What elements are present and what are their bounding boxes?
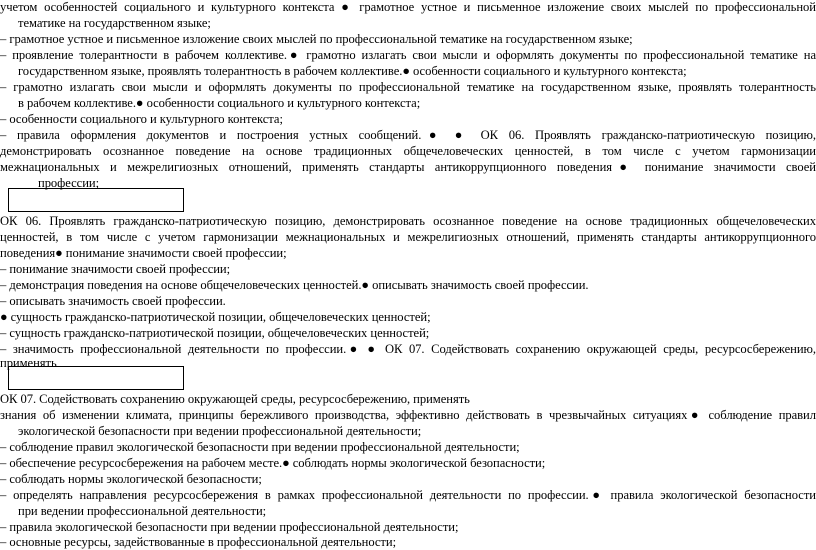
text-line: – грамотное устное и письменное изложение своих мыслей по профессиональной тематике на государственном языке; xyxy=(0,32,633,46)
empty-table-cell xyxy=(8,188,184,212)
text-line: – значимость профессиональной деятельности по профессии.● ● ОК 07. Содействовать сохранению окружающей среды, ресурсосбережению, xyxy=(0,342,816,356)
text-line: – правила оформления документов и построения устных сообщений.● ● ОК 06. Проявлять гражданско-патриотическую позицию, xyxy=(0,128,816,142)
text-line: знания об изменении климата, принципы бережливого производства, эффективно действовать в чрезвычайных ситуациях● соблюдение правил xyxy=(0,408,816,422)
text-line: – описывать значимость своей профессии. xyxy=(0,294,226,308)
text-line: – особенности социального и культурного контекста; xyxy=(0,112,283,126)
text-line: межнациональных и межрелигиозных отношений, применять стандарты антикоррупционного поведения● понимание значимости своей xyxy=(0,160,816,174)
text-line: демонстрировать осознанное поведение на основе традиционных общечеловеческих ценностей, в том числе с учетом гармонизации xyxy=(0,144,816,158)
text-line: в рабочем коллективе.● особенности социального и культурного контекста; xyxy=(18,96,421,110)
text-line: – обеспечение ресурсосбережения на рабочем месте.● соблюдать нормы экологической безопасности; xyxy=(0,456,546,470)
empty-table-cell xyxy=(8,366,184,390)
text-line: учетом особенностей социального и культурного контекста ● грамотное устное и письменное изложение своих мыслей по профессиональной xyxy=(0,0,816,14)
text-line: – соблюдение правил экологической безопасности при ведении профессиональной деятельности; xyxy=(0,440,520,454)
text-line: ● сущность гражданско-патриотической позиции, общечеловеческих ценностей; xyxy=(0,310,431,324)
text-line: – понимание значимости своей профессии; xyxy=(0,262,231,276)
text-line: применять xyxy=(0,356,57,370)
text-line: – определять направления ресурсосбережения в рамках профессиональной деятельности по профессии.● правила экологической безопасности xyxy=(0,488,816,502)
text-line: – грамотно излагать свои мысли и оформлять документы по профессиональной тематике на государственном языке, проявлять толерантность xyxy=(0,80,816,94)
text-line: профессии; xyxy=(38,176,100,190)
text-line: экологической безопасности при ведении профессиональной деятельности; xyxy=(18,424,422,438)
text-line: ОК 07. Содействовать сохранению окружающей среды, ресурсосбережению, применять xyxy=(0,392,470,406)
text-line: – сущность гражданско-патриотической позиции, общечеловеческих ценностей; xyxy=(0,326,430,340)
text-line: – соблюдать нормы экологической безопасности; xyxy=(0,472,262,486)
text-line: при ведении профессиональной деятельности; xyxy=(18,504,267,518)
text-line: государственном языке, проявлять толерантность в рабочем коллективе.● особенности социального и культурного контекста; xyxy=(18,64,687,78)
text-line: тематике на государственном языке; xyxy=(18,16,211,30)
text-line: – основные ресурсы, задействованные в профессиональной деятельности; xyxy=(0,535,397,549)
text-line: поведения● понимание значимости своей профессии; xyxy=(0,246,287,260)
text-line: ОК 06. Проявлять гражданско-патриотическую позицию, демонстрировать осознанное поведение на основе традиционных общечеловеческих xyxy=(0,214,816,228)
text-line: ценностей, в том числе с учетом гармонизации межнациональных и межрелигиозных отношений, применять стандарты антикоррупционного xyxy=(0,230,816,244)
text-line: – проявление толерантности в рабочем коллективе.● грамотно излагать свои мысли и оформлять документы по профессиональной тематике на xyxy=(0,48,816,62)
text-line: – правила экологической безопасности при ведении профессиональной деятельности; xyxy=(0,520,459,534)
text-line: – демонстрация поведения на основе общечеловеческих ценностей.● описывать значимость своей профессии. xyxy=(0,278,589,292)
